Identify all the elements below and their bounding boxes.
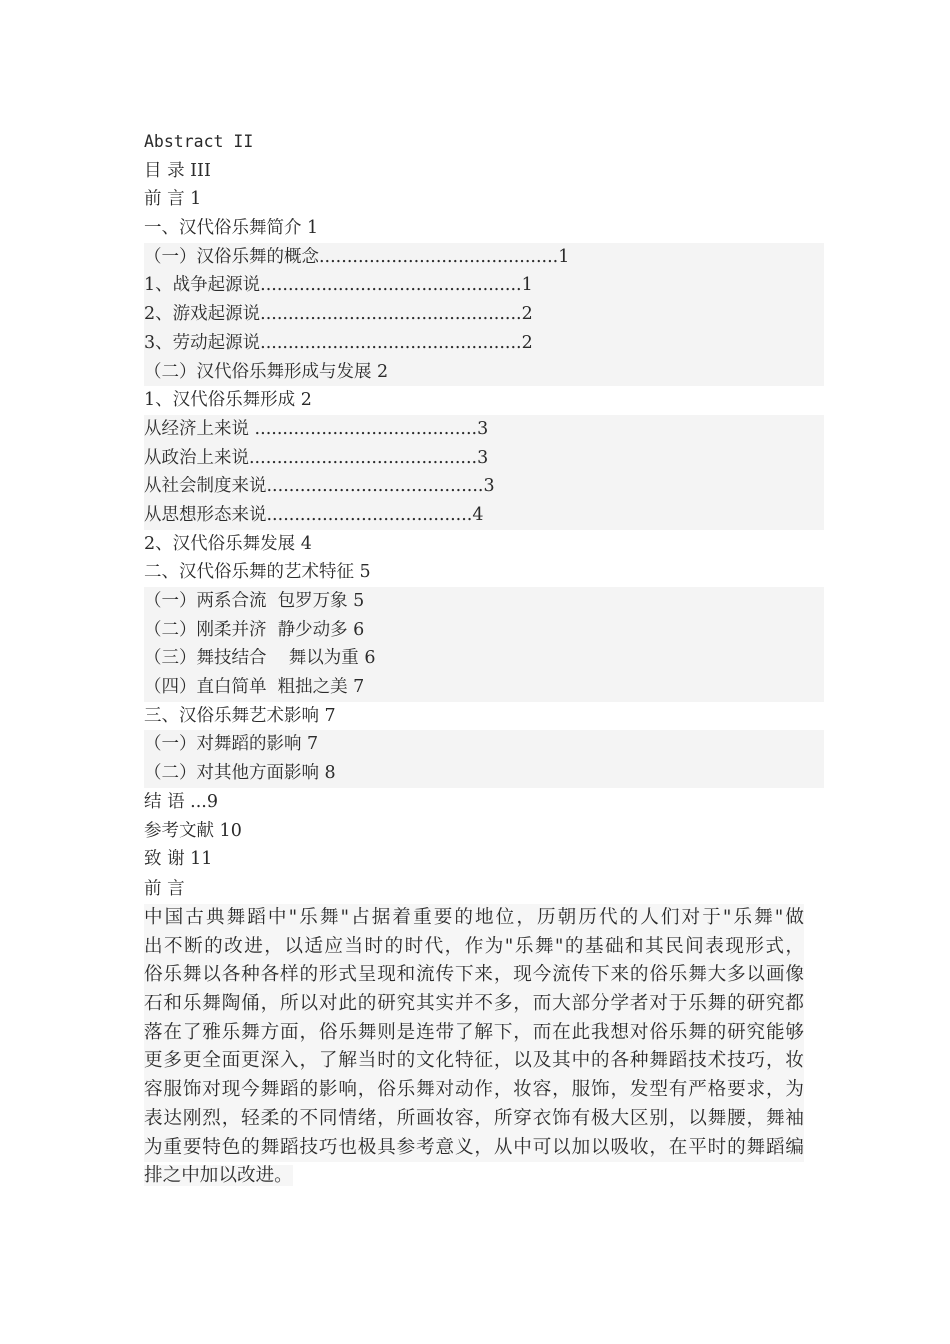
toc-entry: 3、劳动起源说...............................................2: [144, 329, 824, 358]
preface-line: 更多更全面更深入，了解当时的文化特征，以及其中的各种舞蹈技术技巧，妆: [144, 1047, 804, 1076]
toc-entry: （一）汉俗乐舞的概念...........................................1: [144, 243, 824, 272]
toc-entry: 从社会制度来说.......................................3: [144, 472, 824, 501]
toc-entry: 1、战争起源说...............................................1: [144, 271, 824, 300]
preface-line: 容服饰对现今舞蹈的影响，俗乐舞对动作，妆容，服饰，发型有严格要求，为: [144, 1076, 804, 1105]
toc-entry: 结 语 ...9: [144, 791, 218, 812]
preface-heading: 前 言: [144, 879, 185, 899]
toc-entry: 参考文献 10: [144, 820, 242, 841]
toc-entry: 从思想形态来说.....................................4: [144, 501, 824, 530]
toc-entry: （二）刚柔并济 静少动多 6: [144, 616, 824, 645]
toc-entry: 目 录 III: [144, 160, 211, 181]
toc-entry: （一）两系合流 包罗万象 5: [144, 587, 824, 616]
toc-entry: 从经济上来说 ........................................3: [144, 415, 824, 444]
toc-entry: 前 言 1: [144, 189, 202, 210]
preface-body: [144, 904, 804, 1191]
preface-line: 俗乐舞以各种各样的形式呈现和流传下来，现今流传下来的俗乐舞大多以画像: [144, 961, 804, 990]
toc-entry: 二、汉代俗乐舞的艺术特征 5: [144, 562, 371, 583]
toc-entry: （一）对舞蹈的影响 7: [144, 730, 824, 759]
toc-entry: 一、汉代俗乐舞简介 1: [144, 218, 319, 239]
toc-entry: （二）对其他方面影响 8: [144, 759, 824, 788]
toc-entry: （四）直白简单 粗拙之美 7: [144, 673, 824, 702]
toc-entry: 2、汉代俗乐舞发展 4: [144, 533, 312, 554]
toc-entry: Abstract II: [144, 132, 254, 151]
toc-entry: 从政治上来说.........................................3: [144, 444, 824, 473]
preface-line: 出不断的改进，以适应当时的时代，作为"乐舞"的基础和其民间表现形式，: [144, 933, 804, 962]
toc-entry: （三）舞技结合 舞以为重 6: [144, 644, 824, 673]
toc-entry: 2、游戏起源说...............................................2: [144, 300, 824, 329]
preface-line: 表达刚烈，轻柔的不同情绪，所画妆容，所穿衣饰有极大区别，以舞腰，舞袖: [144, 1105, 804, 1134]
preface-line: 为重要特色的舞蹈技巧也极具参考意义，从中可以加以吸收，在平时的舞蹈编: [144, 1134, 804, 1163]
toc-entry: 三、汉俗乐舞艺术影响 7: [144, 705, 336, 726]
toc-entry: 1、汉代俗乐舞形成 2: [144, 390, 312, 411]
preface-line: 石和乐舞陶俑，所以对此的研究其实并不多，而大部分学者对于乐舞的研究都: [144, 990, 804, 1019]
preface-line: 中国古典舞蹈中"乐舞"占据着重要的地位，历朝历代的人们对于"乐舞"做: [144, 904, 804, 933]
toc-entry: （二）汉代俗乐舞形成与发展 2: [144, 358, 824, 387]
preface-line: [144, 1162, 804, 1191]
toc-entry: 致 谢 11: [144, 849, 213, 870]
table-of-contents: [144, 128, 824, 874]
preface-line-text: 排之中加以改进。: [144, 1165, 293, 1187]
preface-line: 落在了雅乐舞方面，俗乐舞则是连带了解下，而在此我想对俗乐舞的研究能够: [144, 1019, 804, 1048]
